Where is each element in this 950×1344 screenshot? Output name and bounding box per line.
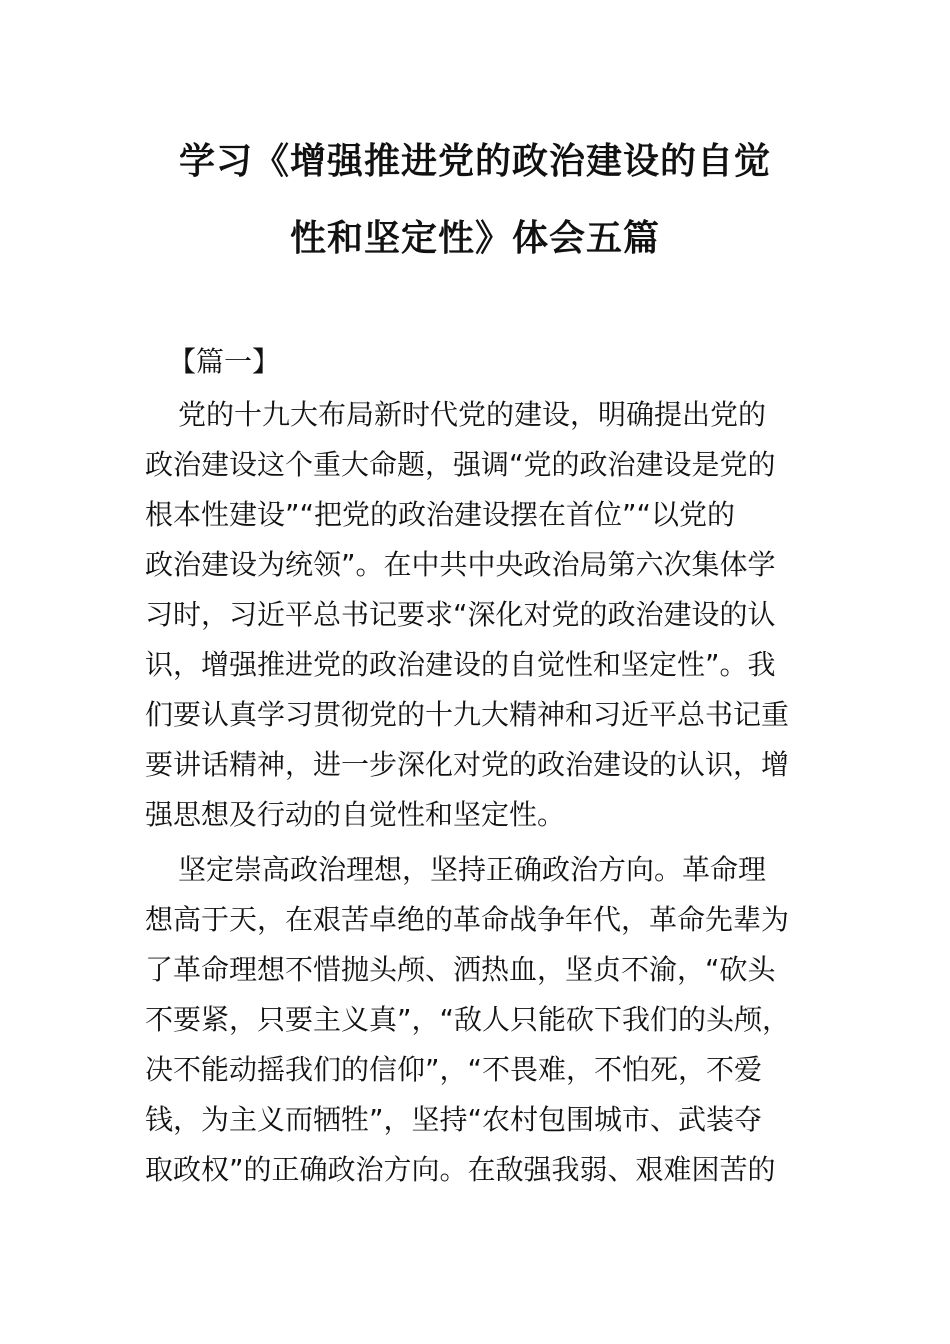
section-label: 【篇一】 bbox=[168, 345, 281, 378]
paragraph-2-line-1: 坚定崇高政治理想，坚持正确政治方向。革命理 bbox=[178, 853, 767, 886]
paragraph-1-line-1: 党的十九大布局新时代党的建设，明确提出党的 bbox=[178, 398, 767, 431]
paragraph-2-line-7: 取政权”的正确政治方向。在敌强我弱、艰难困苦的 bbox=[145, 1153, 776, 1186]
paragraph-1-line-2: 政治建设这个重大命题，强调“党的政治建设是党的 bbox=[145, 448, 776, 481]
paragraph-1-line-6: 识，增强推进党的政治建设的自觉性和坚定性”。我 bbox=[145, 648, 776, 681]
paragraph-2-line-2: 想高于天，在艰苦卓绝的革命战争年代，革命先辈为 bbox=[145, 903, 790, 936]
paragraph-1-line-7: 们要认真学习贯彻党的十九大精神和习近平总书记重 bbox=[145, 698, 790, 731]
paragraph-1-line-5: 习时，习近平总书记要求“深化对党的政治建设的认 bbox=[145, 598, 776, 631]
paragraph-2-line-3: 了革命理想不惜抛头颅、洒热血，坚贞不渝，“砍头 bbox=[145, 953, 776, 986]
paragraph-2-line-5: 决不能动摇我们的信仰”，“不畏难，不怕死，不爱 bbox=[145, 1053, 763, 1086]
document-title-line-2: 性和坚定性》体会五篇 bbox=[289, 218, 660, 259]
paragraph-1-line-8: 要讲话精神，进一步深化对党的政治建设的认识，增 bbox=[145, 748, 790, 781]
paragraph-2-line-6: 钱，为主义而牺牲”，坚持“农村包围城市、武装夺 bbox=[145, 1103, 763, 1136]
paragraph-1-line-9: 强思想及行动的自觉性和坚定性。 bbox=[145, 798, 566, 831]
paragraph-1-line-4: 政治建设为统领”。在中共中央政治局第六次集体学 bbox=[145, 548, 776, 581]
paragraph-1-line-3: 根本性建设”“把党的政治建设摆在首位”“以党的 bbox=[145, 498, 736, 531]
paragraph-2-line-4: 不要紧，只要主义真”，“敌人只能砍下我们的头颅， bbox=[145, 1003, 791, 1036]
document-title-line-1: 学习《增强推进党的政治建设的自觉 bbox=[178, 141, 771, 182]
